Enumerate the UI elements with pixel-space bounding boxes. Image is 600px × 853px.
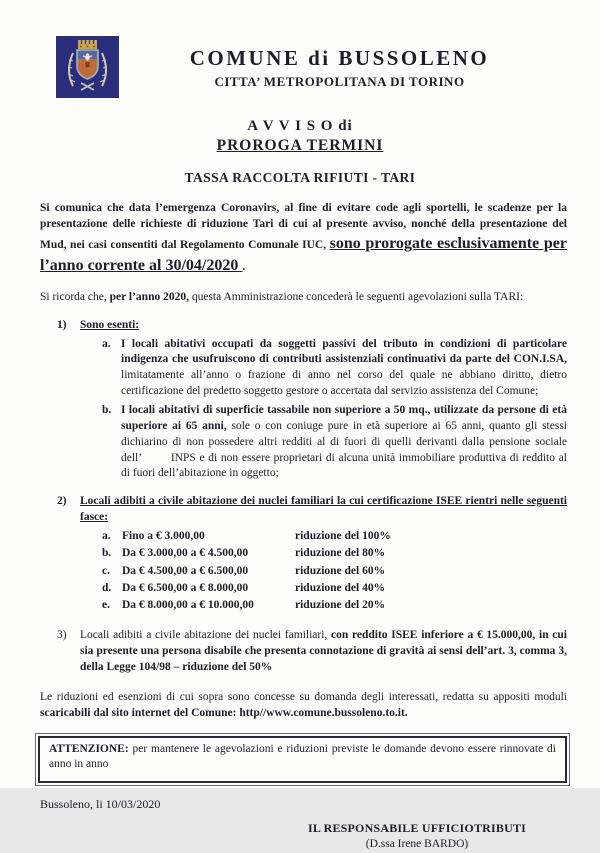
document-header [0, 0, 600, 98]
row-reduction: riduzione del 60% [295, 564, 386, 577]
intro-text: Si comunica che data l’emergenza Coronavirs, al fine di evitare code agli sportelli, le scadenze per la presentazione delle richieste di riduzione Tari di cui al presente avviso, nonché della presentazione del Mud, nei casi consentiti dal Regolamento Comunale IUC, [40, 202, 567, 251]
reminder-paragraph [40, 290, 567, 306]
item-b-bold-text: I locali abitativi di superficie tassabile non superiore a 50 mq., utilizzate da persone di età superiore ai 65 anni, [121, 404, 567, 432]
exemption-item-a [102, 337, 567, 400]
section3-number: 3) [57, 629, 67, 642]
notice-heading-line2: PROROGA TERMINI [216, 137, 384, 154]
row-letter: c. [102, 564, 110, 577]
municipality-subtitle: CITTA’ METROPOLITANA DI TORINO [214, 74, 465, 89]
downloads-paragraph [40, 690, 567, 722]
section2-heading: Locali adibiti a civile abitazione dei nuclei familiari la cui certificazione ISEE rientri nelle seguenti fasce: [80, 495, 567, 524]
row-letter: b. [102, 547, 112, 560]
row-range: Da € 4.500,00 a € 6.500,00 [122, 564, 249, 577]
downloads-normal-text: Le riduzioni ed esenzioni di cui sopra sono concesse su domanda degli interessati, redatta su appositi moduli [40, 690, 567, 703]
downloads-bold-text: scaricabili dal sito internet del Comune: http//www.comune.bussoleno.to.it. [40, 706, 408, 719]
header-title-block [119, 36, 560, 90]
reminder-text-after: questa Amministrazione concederà le seguenti agevolazioni sulla TARI: [188, 290, 524, 303]
item-a-rest-text: limitatamente all’anno o frazione di anno nel corso del quale ne abbiano diritto, dietro certificazione del predetto soggetto gestore o accertata dal servizio assistenza del Comune; [121, 369, 567, 398]
section1-heading: Sono esenti: [80, 318, 140, 331]
item-b-rest-text: sole o con coniuge pure in età superiore ai 65 anni, quanto gli stessi dichiarino di non possedere altri redditi al di fuori di quelli derivanti dalla pensione sociale dell’ INPS e di non essere proprietari di alcuna unità immobiliare produttiva di reddito al di fuori dell’abitazione in oggetto; [121, 419, 568, 480]
signature-name: (D.ssa Irene BARDO) [365, 838, 469, 851]
isee-row-c [102, 563, 567, 580]
row-range: Da € 8.000,00 a € 10.000,00 [122, 599, 254, 612]
notice-heading-line1: A V V I S O di [247, 118, 353, 134]
attention-box-inner [38, 736, 567, 784]
intro-paragraph [40, 201, 567, 277]
isee-bracket-table [102, 528, 567, 614]
section3-normal-text: Locali adibiti a civile abitazione dei nuclei familiari, [80, 629, 332, 642]
section3-row [57, 628, 567, 676]
document-body [0, 201, 600, 853]
signature-role: IL RESPONSABILE UFFICIOTRIBUTI [307, 820, 527, 835]
section1-number: 1) [57, 318, 67, 331]
isee-row-d [102, 580, 567, 597]
isee-row-a [102, 528, 567, 545]
section2-heading-row [57, 494, 567, 526]
row-reduction: riduzione del 80% [295, 547, 386, 560]
row-letter: d. [102, 581, 112, 594]
intro-period: . [242, 260, 246, 273]
place-and-date: Bussoleno, li 10/03/2020 [40, 797, 161, 812]
intro-deadline-highlight: sono prorogate esclusivamente per l’anno corrente al 30/04/2020 [40, 234, 567, 274]
reminder-text-before: Si ricorda che, [40, 290, 110, 303]
item-letter: a. [102, 337, 111, 350]
row-reduction: riduzione del 20% [295, 599, 386, 612]
row-range: Da € 3.000,00 a € 4.500,00 [122, 547, 249, 560]
row-letter: a. [102, 530, 111, 543]
tax-title: TASSA RACCOLTA RIFIUTI - TARI [184, 170, 416, 185]
section3-bold-text: con reddito ISEE inferiore a € 15.000,00, in cui sia presente una persona disabile che presenta connotazione di gravità ai sensi dell’art. 3, comma 3, della Legge 104/98 – riduzione del 50% [80, 629, 568, 674]
shield-shape [77, 50, 98, 79]
notice-heading-block [0, 118, 600, 155]
item-a-bold-text: I locali abitativi occupati da soggetti passivi del tributo in condizioni di particolare indigenza che usufruiscono di contributi assistenziali continuativi da parte del CON.I.SA, [121, 337, 567, 366]
item-letter: b. [102, 404, 112, 417]
crown-shape [78, 40, 97, 49]
isee-row-e [102, 597, 567, 614]
attention-text: per mantenere le agevolazioni e riduzioni previste le domande devono essere rinnovate di anno in anno [49, 742, 556, 771]
row-reduction: riduzione del 40% [295, 581, 386, 594]
attention-box [35, 733, 570, 787]
exemption-item-b [102, 403, 567, 482]
attention-label: ATTENZIONE: [49, 742, 129, 755]
row-letter: e. [102, 599, 110, 612]
section2-number: 2) [57, 495, 67, 508]
row-reduction: riduzione del 100% [295, 530, 391, 543]
reminder-year-bold: per l’anno 2020, [109, 290, 189, 303]
isee-row-b [102, 545, 567, 562]
coat-of-arms-icon [56, 36, 119, 98]
row-range: Da € 6.500,00 a € 8.000,00 [122, 581, 249, 594]
row-range: Fino a € 3.000,00 [122, 530, 205, 543]
municipality-title: COMUNE di BUSSOLENO [189, 46, 490, 70]
signature-block [277, 820, 557, 853]
section1-heading-row [57, 318, 567, 334]
